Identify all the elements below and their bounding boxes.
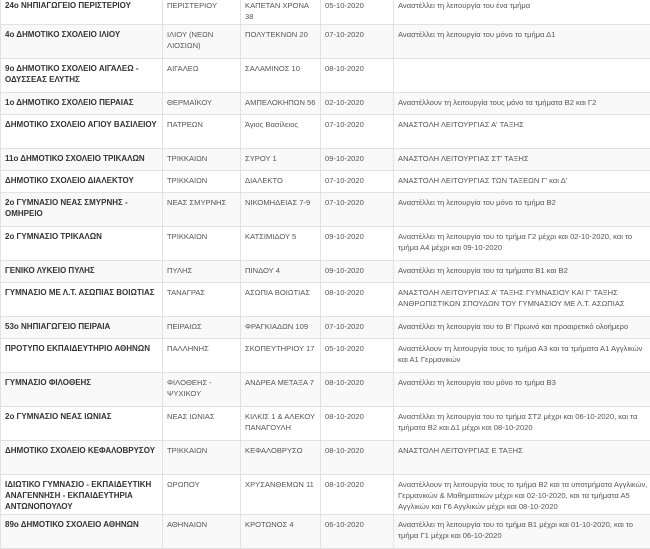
note: Αναστέλλουν τη λειτουργία τους μόνο τα τμήματα Β2 και Γ2 bbox=[394, 93, 650, 115]
table-row bbox=[1, 373, 650, 407]
note: ΑΝΑΣΤΟΛΗ ΛΕΙΤΟΥΡΓΙΑΣ ΤΩΝ ΤΑΞΕΩΝ Γ' και Δ' bbox=[394, 171, 650, 193]
note: Αναστέλλει τη λειτουργία του το τμήμα Β1 μέχρι και 01-10-2020, και το τμήμα Γ1 μέχρι και 06-10-2020 bbox=[394, 515, 650, 549]
note: Αναστέλλει τη λειτουργία του μόνο το τμήμα Δ1 bbox=[394, 25, 650, 59]
school-name: ΔΗΜΟΤΙΚΟ ΣΧΟΛΕΙΟ ΑΓΙΟΥ ΒΑΣΙΛΕΙΟΥ bbox=[1, 115, 163, 149]
address: ΑΣΩΠΙΑ ΒΟΙΩΤΙΑΣ bbox=[241, 283, 321, 317]
table-row bbox=[1, 171, 650, 193]
suspension-date: 08-10-2020 bbox=[321, 407, 394, 441]
suspension-date: 07-10-2020 bbox=[321, 115, 394, 149]
note: Αναστέλλουν τη λειτουργία τους το τμήμα Α3 και τα τμήματα Α1 Αγγλικών και Α1 Γερμανικών bbox=[394, 339, 650, 373]
address: ΚΑΠΕΤΑΝ ΧΡΟΝΑ 38 bbox=[241, 0, 321, 25]
school-name: 4ο ΔΗΜΟΤΙΚΟ ΣΧΟΛΕΙΟ ΙΛΙΟΥ bbox=[1, 25, 163, 59]
table-row bbox=[1, 227, 650, 261]
note: Αναστέλλει τη λειτουργία του το τμήμα Γ2 μέχρι και 02-10-2020, και το τμήμα Α4 μέχρι και 09-10-2020 bbox=[394, 227, 650, 261]
note: Αναστέλλουν τη λειτουργία τους το τμήμα Β2 και τα υποτμήματα Αγγλικών, Γερμανικών & Μαθηματικών μέχρι και 02-10-2020, και τα τμήματα Α5 Αγγλικών και Γ6 Αγγλικών μέχρι και 08-10-2020 bbox=[394, 475, 650, 515]
note: ΑΝΑΣΤΟΛΗ ΛΕΙΤΟΥΡΓΙΑΣ Α' ΤΑΞΗΣ ΓΥΜΝΑΣΙΟΥ ΚΑΙ Γ' ΤΑΞΗΣ ΑΝΘΡΩΠΙΣΤΙΚΩΝ ΣΠΟΥΔΩΝ ΤΟΥ ΓΥΜΝΑΣΙΟΥ ΜΕ Λ.Τ. ΑΣΩΠΙΑΣ bbox=[394, 283, 650, 317]
school-name: 53ο ΝΗΠΙΑΓΩΓΕΙΟ ΠΕΙΡΑΙΑ bbox=[1, 317, 163, 339]
address: Άγιος Βασίλειος bbox=[241, 115, 321, 149]
school-name: ΓΕΝΙΚΟ ΛΥΚΕΙΟ ΠΥΛΗΣ bbox=[1, 261, 163, 283]
suspension-date: 09-10-2020 bbox=[321, 227, 394, 261]
table-row bbox=[1, 515, 650, 549]
address: ΑΜΠΕΛΟΚΗΠΩΝ 56 bbox=[241, 93, 321, 115]
municipality: ΘΕΡΜΑΪΚΟΥ bbox=[163, 93, 241, 115]
municipality: ΑΙΓΑΛΕΩ bbox=[163, 59, 241, 93]
municipality: ΝΕΑΣ ΣΜΥΡΝΗΣ bbox=[163, 193, 241, 227]
address: ΝΙΚΟΜΗΔΕΙΑΣ 7-9 bbox=[241, 193, 321, 227]
school-name: ΙΔΙΩΤΙΚΟ ΓΥΜΝΑΣΙΟ - ΕΚΠΑΙΔΕΥΤΙΚΗ ΑΝΑΓΕΝΝΗΣΗ - ΕΚΠΑΙΔΕΥΤΗΡΙΑ ΑΝΤΩΝΟΠΟΥΛΟΥ bbox=[1, 475, 163, 515]
table-row bbox=[1, 93, 650, 115]
note: Αναστέλλει τη λειτουργία του το Β' Πρωινό και προαιρετικό ολοήμερο bbox=[394, 317, 650, 339]
table-row bbox=[1, 149, 650, 171]
school-name: ΔΗΜΟΤΙΚΟ ΣΧΟΛΕΙΟ ΚΕΦΑΛΟΒΡΥΣΟΥ bbox=[1, 441, 163, 475]
suspension-date: 08-10-2020 bbox=[321, 373, 394, 407]
address: ΚΑΤΣΙΜΙΔΟΥ 5 bbox=[241, 227, 321, 261]
municipality: ΝΕΑΣ ΙΩΝΙΑΣ bbox=[163, 407, 241, 441]
table-row bbox=[1, 283, 650, 317]
municipality: ΤΡΙΚΚΑΙΩΝ bbox=[163, 227, 241, 261]
suspension-date: 05-10-2020 bbox=[321, 339, 394, 373]
municipality: ΦΙΛΟΘΕΗΣ - ΨΥΧΙΚΟΥ bbox=[163, 373, 241, 407]
table-row bbox=[1, 193, 650, 227]
table-row bbox=[1, 25, 650, 59]
note: Αναστέλλει τη λειτουργία του μόνο το τμήμα Β2 bbox=[394, 193, 650, 227]
suspension-date: 06-10-2020 bbox=[321, 515, 394, 549]
school-name: ΠΡΟΤΥΠΟ ΕΚΠΑΙΔΕΥΤΗΡΙΟ ΑΘΗΝΩΝ bbox=[1, 339, 163, 373]
table-row bbox=[1, 475, 650, 515]
address: ΔΙΑΛΕΚΤΟ bbox=[241, 171, 321, 193]
note: Αναστέλλει τη λειτουργία του μόνο το τμήμα Β3 bbox=[394, 373, 650, 407]
municipality: ΠΥΛΗΣ bbox=[163, 261, 241, 283]
school-name: 11ο ΔΗΜΟΤΙΚΟ ΣΧΟΛΕΙΟ ΤΡΙΚΑΛΩΝ bbox=[1, 149, 163, 171]
note: ΑΝΑΣΤΟΛΗ ΛΕΙΤΟΥΡΓΙΑΣ Ε ΤΑΞΗΣ bbox=[394, 441, 650, 475]
address: ΚΕΦΑΛΟΒΡΥΣΟ bbox=[241, 441, 321, 475]
table-row bbox=[1, 339, 650, 373]
school-name: ΔΗΜΟΤΙΚΟ ΣΧΟΛΕΙΟ ΔΙΑΛΕΚΤΟΥ bbox=[1, 171, 163, 193]
suspension-date: 09-10-2020 bbox=[321, 149, 394, 171]
school-name: ΓΥΜΝΑΣΙΟ ΜΕ Λ.Τ. ΑΣΩΠΙΑΣ ΒΟΙΩΤΙΑΣ bbox=[1, 283, 163, 317]
table-row bbox=[1, 59, 650, 93]
municipality: ΩΡΩΠΟΥ bbox=[163, 475, 241, 515]
municipality: ΤΡΙΚΚΑΙΩΝ bbox=[163, 149, 241, 171]
suspension-date: 09-10-2020 bbox=[321, 261, 394, 283]
school-name: 1ο ΔΗΜΟΤΙΚΟ ΣΧΟΛΕΙΟ ΠΕΡΑΙΑΣ bbox=[1, 93, 163, 115]
address: ΣΚΟΠΕΥΤΗΡΙΟΥ 17 bbox=[241, 339, 321, 373]
table-row bbox=[1, 0, 650, 25]
note: ΑΝΑΣΤΟΛΗ ΛΕΙΤΟΥΡΓΙΑΣ ΣΤ' ΤΑΞΗΣ bbox=[394, 149, 650, 171]
address: ΠΙΝΔΟΥ 4 bbox=[241, 261, 321, 283]
suspension-date: 08-10-2020 bbox=[321, 441, 394, 475]
note: ΑΝΑΣΤΟΛΗ ΛΕΙΤΟΥΡΓΙΑΣ Α' ΤΑΞΗΣ bbox=[394, 115, 650, 149]
address: ΚΡΟΤΩΝΟΣ 4 bbox=[241, 515, 321, 549]
municipality: ΠΕΙΡΑΙΩΣ bbox=[163, 317, 241, 339]
address: ΚΙΛΚΙΣ 1 & ΑΛΕΚΟΥ ΠΑΝΑΓΟΥΛΗ bbox=[241, 407, 321, 441]
school-name: ΓΥΜΝΑΣΙΟ ΦΙΛΟΘΕΗΣ bbox=[1, 373, 163, 407]
suspension-date: 07-10-2020 bbox=[321, 25, 394, 59]
suspension-date: 07-10-2020 bbox=[321, 171, 394, 193]
municipality: ΠΑΛΛΗΝΗΣ bbox=[163, 339, 241, 373]
suspension-date: 07-10-2020 bbox=[321, 193, 394, 227]
suspension-date: 02-10-2020 bbox=[321, 93, 394, 115]
municipality: ΑΘΗΝΑΙΩΝ bbox=[163, 515, 241, 549]
municipality: ΠΕΡΙΣΤΕΡΙΟΥ bbox=[163, 0, 241, 25]
school-name: 9ο ΔΗΜΟΤΙΚΟ ΣΧΟΛΕΙΟ ΑΙΓΑΛΕΩ - ΟΔΥΣΣΕΑΣ ΕΛΥΤΗΣ bbox=[1, 59, 163, 93]
municipality: ΤΡΙΚΚΑΙΩΝ bbox=[163, 441, 241, 475]
municipality: ΤΑΝΑΓΡΑΣ bbox=[163, 283, 241, 317]
address: ΣΥΡΟΥ 1 bbox=[241, 149, 321, 171]
school-name: 2ο ΓΥΜΝΑΣΙΟ ΝΕΑΣ ΙΩΝΙΑΣ bbox=[1, 407, 163, 441]
table-row bbox=[1, 317, 650, 339]
note bbox=[394, 59, 650, 93]
address: ΠΟΛΥΤΕΚΝΩΝ 20 bbox=[241, 25, 321, 59]
school-name: 89ο ΔΗΜΟΤΙΚΟ ΣΧΟΛΕΙΟ ΑΘΗΝΩΝ bbox=[1, 515, 163, 549]
note: Αναστέλλει τη λειτουργία του τα τμήματα Β1 και Β2 bbox=[394, 261, 650, 283]
suspension-date: 08-10-2020 bbox=[321, 283, 394, 317]
municipality: ΙΛΙΟΥ (ΝΕΩΝ ΛΙΟΣΙΩΝ) bbox=[163, 25, 241, 59]
address: ΧΡΥΣΑΝΘΕΜΩΝ 11 bbox=[241, 475, 321, 515]
suspension-date: 08-10-2020 bbox=[321, 59, 394, 93]
address: ΑΝΔΡΕΑ ΜΕΤΑΞΑ 7 bbox=[241, 373, 321, 407]
school-name: 2ο ΓΥΜΝΑΣΙΟ ΝΕΑΣ ΣΜΥΡΝΗΣ - ΟΜΗΡΕΙΟ bbox=[1, 193, 163, 227]
table-row bbox=[1, 441, 650, 475]
school-name: 2ο ΓΥΜΝΑΣΙΟ ΤΡΙΚΑΛΩΝ bbox=[1, 227, 163, 261]
suspension-date: 08-10-2020 bbox=[321, 475, 394, 515]
table-row bbox=[1, 115, 650, 149]
school-name: 24ο ΝΗΠΙΑΓΩΓΕΙΟ ΠΕΡΙΣΤΕΡΙΟΥ bbox=[1, 0, 163, 25]
note: Αναστέλλει τη λειτουργία του το τμήμα ΣΤ2 μέχρι και 06-10-2020, και τα τμήματα Β2 και Δ1 μέχρι και 08-10-2020 bbox=[394, 407, 650, 441]
table-row bbox=[1, 261, 650, 283]
municipality: ΠΑΤΡΕΩΝ bbox=[163, 115, 241, 149]
address: ΣΑΛΑΜΙΝΟΣ 10 bbox=[241, 59, 321, 93]
note: Αναστέλλει τη λειτουργία του ένα τμήμα bbox=[394, 0, 650, 25]
table-row bbox=[1, 407, 650, 441]
municipality: ΤΡΙΚΚΑΙΩΝ bbox=[163, 171, 241, 193]
address: ΦΡΑΓΚΙΑΔΩΝ 109 bbox=[241, 317, 321, 339]
suspension-date: 05-10-2020 bbox=[321, 0, 394, 25]
suspension-date: 07-10-2020 bbox=[321, 317, 394, 339]
